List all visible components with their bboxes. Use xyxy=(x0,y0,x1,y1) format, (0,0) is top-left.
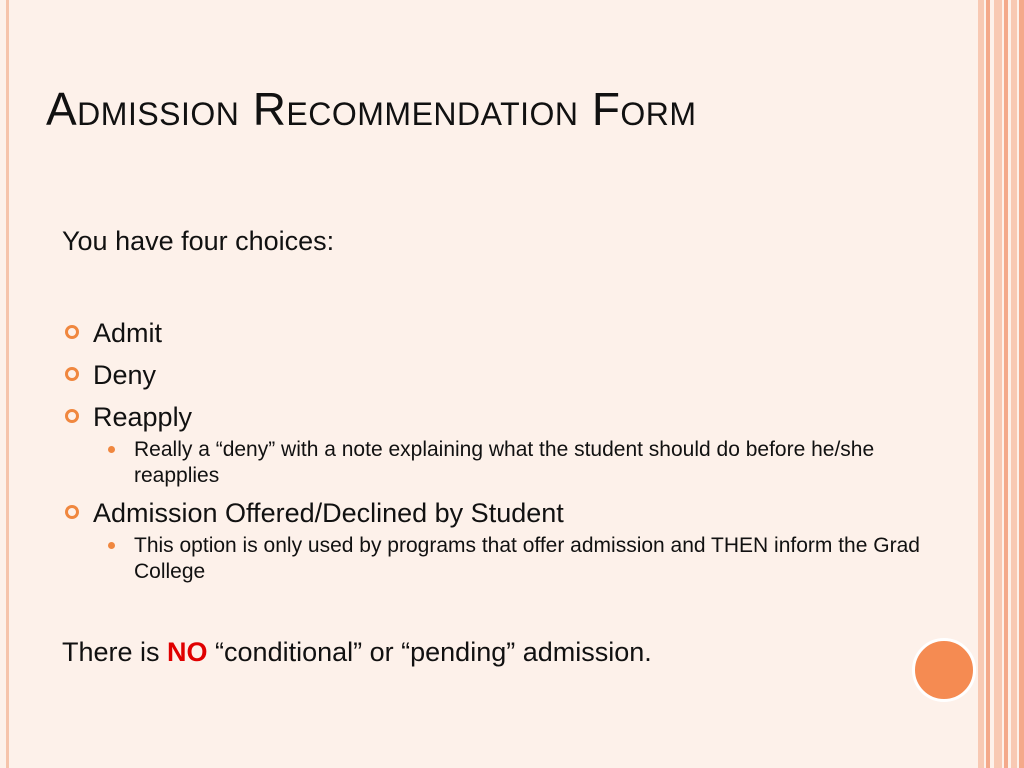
sub-list-item xyxy=(93,533,924,585)
sub-list xyxy=(93,533,922,585)
footer-emphasis: NO xyxy=(167,637,208,667)
ring-bullet-icon xyxy=(65,409,79,423)
choice-note: Really a “deny” with a note explaining what the student should do before he/she reapplies xyxy=(134,438,875,487)
ring-bullet-icon xyxy=(65,367,79,381)
choice-label: Admit xyxy=(93,318,163,348)
dot-bullet-icon xyxy=(108,542,115,549)
list-item-admission-offered-declined xyxy=(62,495,922,585)
list-item-admit xyxy=(62,315,922,351)
choice-label: Deny xyxy=(93,360,157,390)
list-item-reapply xyxy=(62,399,922,489)
footer-statement xyxy=(62,637,922,668)
sub-list xyxy=(93,437,922,489)
choices-list xyxy=(62,315,922,585)
decorative-stripe xyxy=(1019,0,1024,768)
choice-note: This option is only used by programs that offer admission and THEN inform the Grad College xyxy=(134,534,920,583)
decorative-stripe xyxy=(994,0,1002,768)
footer-prefix: There is xyxy=(62,637,168,667)
ring-bullet-icon xyxy=(65,325,79,339)
decorative-stripe xyxy=(986,0,990,768)
list-item-deny xyxy=(62,357,922,393)
choice-label: Admission Offered/Declined by Student xyxy=(93,498,564,528)
left-border-line xyxy=(6,0,9,768)
decorative-stripe xyxy=(1011,0,1017,768)
ring-bullet-icon xyxy=(65,505,79,519)
slide-title: Admission Recommendation Form xyxy=(46,83,697,135)
dot-bullet-icon xyxy=(108,446,115,453)
sub-list-item xyxy=(93,437,924,489)
decorative-stripe xyxy=(978,0,984,768)
choice-label: Reapply xyxy=(93,402,193,432)
footer-suffix: “conditional” or “pending” admission. xyxy=(207,637,652,667)
intro-text: You have four choices: xyxy=(62,226,335,256)
slide-content xyxy=(62,226,922,668)
decorative-stripe xyxy=(1004,0,1008,768)
